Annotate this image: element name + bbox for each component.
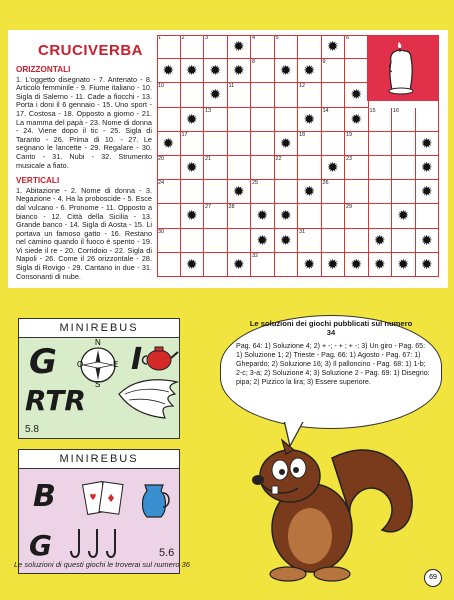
black-star-icon: ✹ xyxy=(232,183,245,200)
minirebus-1 xyxy=(18,318,180,574)
cell-number: 23 xyxy=(346,156,353,162)
grid-cell xyxy=(345,156,369,180)
grid-cell xyxy=(228,180,252,204)
cell-number: 6 xyxy=(346,35,350,41)
grid-cell xyxy=(392,108,416,132)
grid-cell xyxy=(275,180,299,204)
black-star-icon: ✹ xyxy=(303,183,316,200)
cell-number: 20 xyxy=(158,156,165,162)
grid-cell xyxy=(228,108,252,132)
grid-cell xyxy=(345,83,369,107)
cell-number: 13 xyxy=(205,107,212,114)
rebus-letter-g-2: G xyxy=(29,529,52,562)
grid-cell xyxy=(181,253,205,277)
grid-cell xyxy=(228,132,252,156)
cell-number: 3 xyxy=(205,35,209,41)
black-star-icon: ✹ xyxy=(279,207,292,224)
grid-cell xyxy=(157,180,181,204)
black-star-icon: ✹ xyxy=(209,62,222,79)
black-star-icon: ✹ xyxy=(185,62,198,79)
black-star-icon: ✹ xyxy=(397,207,410,224)
grid-cell xyxy=(181,156,205,180)
grid-cell xyxy=(181,204,205,228)
grid-cell xyxy=(275,229,299,253)
candle-icon xyxy=(367,36,438,101)
grid-cell xyxy=(298,253,322,277)
verticali-clues: 1. Abitazione - 2. Nome di donna - 3. Negazione - 4. Ha la proboscide - 5. Esce dal vulcano - 6. Pronome - 11. Opposto a bianco - 12. Città della Sicilia - 13. Grande banco - 14. Sigla di Aosta - 15. Li portava un famoso gatto - 16. Restano nel camino quando il fuoco è spento - 19. Vi siede il re - 20. Corridoio - 22. Sigla di Napoli - 26. Come il 26 orizzontale - 28. Sigla di Rovigo - 29. Cantano in due - 31. Consonanti di nube. xyxy=(16,185,152,281)
black-star-icon: ✹ xyxy=(303,62,316,79)
black-star-icon: ✹ xyxy=(397,255,410,272)
black-star-icon: ✹ xyxy=(326,159,339,175)
compass-o: O xyxy=(77,360,84,369)
rebus-letter-i: I xyxy=(131,342,143,377)
grid-cell xyxy=(251,229,275,253)
grid-cell xyxy=(322,253,346,277)
minirebus-2-panel xyxy=(18,469,180,574)
cell-number: 11 xyxy=(228,83,235,90)
grid-cell xyxy=(251,83,275,107)
cell-number: 24 xyxy=(158,180,165,187)
cell-number: 12 xyxy=(299,83,306,90)
grid-cell xyxy=(181,180,205,204)
grid-cell xyxy=(416,108,440,132)
grid-cell xyxy=(298,132,322,156)
grid-cell xyxy=(275,83,299,107)
grid-cell xyxy=(275,35,299,59)
black-star-icon: ✹ xyxy=(420,159,433,175)
grid-cell xyxy=(204,229,228,253)
hooks-icon xyxy=(67,525,127,565)
grid-cell xyxy=(322,108,346,132)
grid-cell xyxy=(369,204,393,228)
grid-cell xyxy=(251,156,275,180)
grid-cell xyxy=(345,180,369,204)
grid-cell xyxy=(157,83,181,107)
black-star-icon: ✹ xyxy=(209,86,222,103)
cell-number: 14 xyxy=(322,107,329,114)
minirebus-1-title: MINIREBUS xyxy=(18,318,180,338)
grid-cell xyxy=(345,108,369,132)
grid-cell xyxy=(275,253,299,277)
candle-picture xyxy=(367,36,438,101)
grid-cell xyxy=(392,253,416,277)
black-star-icon: ✹ xyxy=(279,62,292,79)
black-star-icon: ✹ xyxy=(420,183,433,200)
grid-cell xyxy=(251,253,275,277)
grid-cell xyxy=(322,59,346,83)
page-number: 69 xyxy=(424,569,442,587)
grid-cell xyxy=(181,108,205,132)
cell-number: 32 xyxy=(252,252,259,259)
black-star-icon: ✹ xyxy=(303,110,316,127)
grid-cell xyxy=(345,35,369,59)
black-star-icon: ✹ xyxy=(350,110,363,127)
grid-cell xyxy=(204,35,228,59)
black-star-icon: ✹ xyxy=(326,38,339,54)
grid-cell xyxy=(228,83,252,107)
cell-number: 17 xyxy=(181,131,188,138)
black-star-icon: ✹ xyxy=(279,231,292,248)
solutions-text: Pag. 64: 1) Soluzione 4; 2) + -; - + ; + -; 3) Un giro - Pag. 65: 1) Soluzione 1; 2) Trieste - Pag. 66: 1) Agosto - Pag. 67: 1) Ghepardo; 2) Soluzione 16; 3) Il palloncino - Pag. 68: 1) 1-b; 2-c; 3-a; 2) Soluzione 4; 3) Soluzione 2 - Pag. 69: 1) Disegno: pipa; 2) Pizzico la lira; 3) Essere superiore. xyxy=(236,342,430,386)
black-star-icon: ✹ xyxy=(373,231,386,248)
grid-cell xyxy=(157,229,181,253)
solutions-title: Le soluzioni dei giochi pubblicati sul numero 34 xyxy=(249,319,413,337)
grid-cell xyxy=(345,204,369,228)
grid-cell xyxy=(204,204,228,228)
black-star-icon: ✹ xyxy=(185,159,198,175)
black-star-icon: ✹ xyxy=(350,255,363,272)
grid-cell xyxy=(275,156,299,180)
grid-cell xyxy=(181,132,205,156)
grid-cell xyxy=(322,83,346,107)
rebus-letters-rtr: RTR xyxy=(25,384,86,417)
grid-cell xyxy=(204,180,228,204)
grid-cell xyxy=(157,108,181,132)
grid-cell xyxy=(251,59,275,83)
verticali-heading: VERTICALI xyxy=(16,176,60,186)
black-star-icon: ✹ xyxy=(232,255,245,272)
grid-cell xyxy=(204,253,228,277)
grid-cell xyxy=(275,108,299,132)
grid-cell xyxy=(181,59,205,83)
grid-cell xyxy=(157,204,181,228)
black-star-icon: ✹ xyxy=(162,134,175,151)
grid-cell xyxy=(416,180,440,204)
grid-cell xyxy=(392,156,416,180)
cell-number: 30 xyxy=(158,228,165,235)
grid-cell xyxy=(416,253,440,277)
cell-number: 8 xyxy=(252,59,256,66)
grid-cell xyxy=(251,180,275,204)
black-star-icon: ✹ xyxy=(162,62,175,79)
black-star-icon: ✹ xyxy=(420,134,433,151)
black-star-icon: ✹ xyxy=(232,38,245,54)
grid-cell xyxy=(228,156,252,180)
squirrel-character xyxy=(232,418,432,588)
grid-cell xyxy=(369,229,393,253)
grid-cell xyxy=(251,108,275,132)
cell-number: 18 xyxy=(299,131,306,138)
grid-cell xyxy=(298,83,322,107)
orizzontali-clues: 1. L'oggetto disegnato - 7. Antenato - 8. Articolo femminile - 9. Fiume italiano - 10. Sigla di Salerno - 11. Cade a fiocchi - 13. Porta i doni il 6 gennaio - 15. Uno sport - 17. Costosa - 18. Opposto a giorno - 21. La mamma del papà - 23. Nome di donna - 24. Viene dopo il tic - 25. Sigla di Taranto - 26. Prima di 10. - 27. Le segnano le lancette - 29. Regalare - 30. Canto - 31. Nubi - 32. Strumento musicale a fiato. xyxy=(16,74,152,170)
cell-number: 15 xyxy=(369,107,376,114)
black-star-icon: ✹ xyxy=(256,207,269,224)
cell-number: 27 xyxy=(205,204,212,211)
footer-note: Le soluzioni di questi giochi le troverai sul numero 36 xyxy=(14,560,190,569)
wing-icon xyxy=(115,374,179,424)
grid-cell xyxy=(416,132,440,156)
grid-cell xyxy=(157,59,181,83)
black-star-icon: ✹ xyxy=(373,255,386,272)
grid-cell xyxy=(204,108,228,132)
rebus-gap xyxy=(18,439,180,449)
jug-icon xyxy=(137,477,175,521)
grid-cell xyxy=(322,204,346,228)
grid-cell xyxy=(322,132,346,156)
black-star-icon: ✹ xyxy=(420,255,433,272)
grid-cell xyxy=(298,229,322,253)
grid-cell xyxy=(369,253,393,277)
cell-number: 2 xyxy=(181,35,185,41)
grid-cell xyxy=(345,229,369,253)
grid-cell xyxy=(204,59,228,83)
grid-cell xyxy=(298,204,322,228)
grid-cell xyxy=(298,59,322,83)
grid-cell xyxy=(416,204,440,228)
grid-cell xyxy=(416,156,440,180)
grid-cell xyxy=(392,229,416,253)
grid-cell xyxy=(298,108,322,132)
cell-number: 28 xyxy=(228,204,235,211)
cell-number: 25 xyxy=(252,180,259,187)
cell-number: 10 xyxy=(158,83,165,90)
black-star-icon: ✹ xyxy=(350,86,363,103)
black-star-icon: ✹ xyxy=(279,134,292,151)
grid-cell xyxy=(228,253,252,277)
compass-e: E xyxy=(113,360,119,369)
cell-number: 19 xyxy=(346,131,353,138)
teapot-icon xyxy=(139,340,179,376)
grid-cell xyxy=(228,59,252,83)
grid-cell xyxy=(369,108,393,132)
black-star-icon: ✹ xyxy=(185,255,198,272)
grid-cell xyxy=(204,83,228,107)
cell-number: 22 xyxy=(275,156,282,162)
grid-cell xyxy=(275,204,299,228)
grid-cell xyxy=(345,253,369,277)
grid-cell xyxy=(181,229,205,253)
grid-cell xyxy=(181,35,205,59)
orizzontali-heading: ORIZZONTALI xyxy=(16,65,71,74)
cell-number: 31 xyxy=(299,228,306,235)
cell-number: 4 xyxy=(252,35,256,41)
grid-cell xyxy=(251,35,275,59)
cell-number: 29 xyxy=(346,204,353,211)
grid-cell xyxy=(157,35,181,59)
grid-cell xyxy=(228,229,252,253)
grid-cell xyxy=(275,59,299,83)
black-star-icon: ✹ xyxy=(303,255,316,272)
cell-number: 21 xyxy=(205,156,212,162)
cards-icon xyxy=(81,477,127,521)
grid-cell xyxy=(157,156,181,180)
black-star-icon: ✹ xyxy=(326,255,339,272)
grid-cell xyxy=(392,132,416,156)
grid-cell xyxy=(228,35,252,59)
minirebus-1-panel xyxy=(18,338,180,439)
grid-cell xyxy=(204,132,228,156)
compass-s: S xyxy=(95,380,101,389)
cell-number: 26 xyxy=(322,180,329,187)
cell-number: 16 xyxy=(393,107,400,114)
cell-number: 1 xyxy=(158,35,162,41)
crossword-clues xyxy=(16,66,152,288)
grid-cell xyxy=(251,204,275,228)
rebus-letter-g: G xyxy=(29,342,57,382)
grid-cell xyxy=(157,132,181,156)
grid-cell xyxy=(392,204,416,228)
compass-n: N xyxy=(95,338,101,347)
grid-cell xyxy=(251,132,275,156)
crossword-title: CRUCIVERBA xyxy=(38,42,144,59)
grid-cell xyxy=(322,180,346,204)
rebus-1-number: 5.8 xyxy=(25,424,39,435)
grid-cell xyxy=(228,204,252,228)
grid-cell xyxy=(369,180,393,204)
rebus-letter-b: B xyxy=(33,479,56,514)
grid-cell xyxy=(181,83,205,107)
black-star-icon: ✹ xyxy=(256,231,269,248)
rebus-2-number: 5.6 xyxy=(159,547,175,559)
black-star-icon: ✹ xyxy=(420,231,433,248)
grid-cell xyxy=(298,156,322,180)
grid-cell xyxy=(345,59,369,83)
grid-cell xyxy=(275,132,299,156)
grid-cell xyxy=(204,156,228,180)
cell-number: 5 xyxy=(275,35,279,41)
grid-cell xyxy=(392,180,416,204)
grid-cell xyxy=(322,156,346,180)
minirebus-2-title: MINIREBUS xyxy=(18,449,180,469)
grid-cell xyxy=(298,180,322,204)
black-star-icon: ✹ xyxy=(185,207,198,224)
grid-cell xyxy=(322,35,346,59)
grid-cell xyxy=(369,132,393,156)
grid-cell xyxy=(345,132,369,156)
grid-cell xyxy=(369,156,393,180)
cell-number: 9 xyxy=(322,59,326,66)
black-star-icon: ✹ xyxy=(185,110,198,127)
grid-cell xyxy=(416,229,440,253)
black-star-icon: ✹ xyxy=(232,62,245,79)
grid-cell xyxy=(322,229,346,253)
grid-cell xyxy=(157,253,181,277)
grid-cell xyxy=(298,35,322,59)
